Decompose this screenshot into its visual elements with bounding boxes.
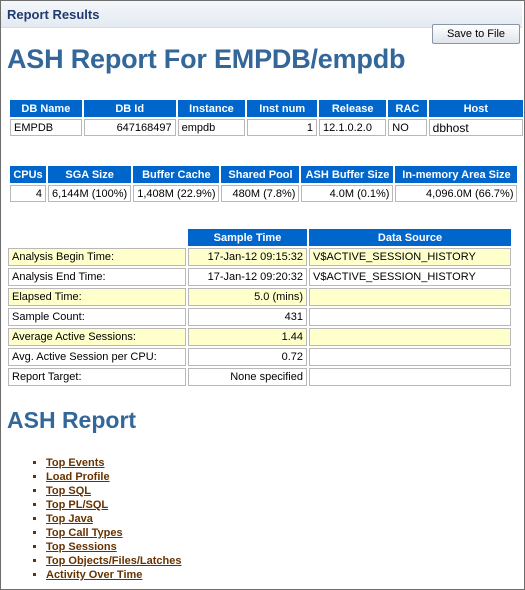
row-sample-time: 17-Jan-12 09:20:32 [188, 268, 307, 286]
section-title: ASH Report [7, 407, 137, 433]
row-sample-time: 17-Jan-12 09:15:32 [188, 248, 307, 266]
inst-num-value: 1 [247, 119, 317, 136]
list-item [46, 498, 182, 512]
window-title: Report Results [7, 7, 100, 22]
ash-buffer-size-value: 4.0M (0.1%) [301, 185, 393, 202]
memory-header-row [10, 166, 517, 183]
row-label: Sample Count: [8, 308, 186, 326]
memory-row [10, 185, 517, 202]
shared-pool-value: 480M (7.8%) [221, 185, 299, 202]
list-item [46, 526, 182, 540]
instance-value: empdb [178, 119, 246, 136]
table-row [8, 348, 511, 366]
sample-header-row [8, 229, 511, 246]
table-row [8, 288, 511, 306]
col-rac: RAC [388, 100, 426, 117]
col-ash-buffer-size: ASH Buffer Size [301, 166, 393, 183]
row-data-source: V$ACTIVE_SESSION_HISTORY [309, 248, 511, 266]
row-data-source [309, 308, 511, 326]
col-shared-pool: Shared Pool [221, 166, 299, 183]
link-top-events[interactable]: Top Events [46, 457, 105, 469]
list-item [46, 512, 182, 526]
table-row [8, 308, 511, 326]
row-sample-time: 0.72 [188, 348, 307, 366]
link-top-plsql[interactable]: Top PL/SQL [46, 499, 109, 511]
link-top-sessions[interactable]: Top Sessions [46, 541, 117, 553]
cpus-value: 4 [10, 185, 46, 202]
db-info-row [10, 119, 523, 136]
row-label: Elapsed Time: [8, 288, 186, 306]
col-buffer-cache: Buffer Cache [133, 166, 219, 183]
col-db-id: DB Id [84, 100, 176, 117]
row-label: Avg. Active Session per CPU: [8, 348, 186, 366]
link-load-profile[interactable]: Load Profile [46, 471, 110, 483]
link-top-call-types[interactable]: Top Call Types [46, 527, 123, 539]
col-release: Release [319, 100, 386, 117]
row-data-source [309, 348, 511, 366]
list-item [46, 540, 182, 554]
release-value: 12.1.0.2.0 [319, 119, 386, 136]
host-value: dbhost [429, 119, 523, 136]
table-row [8, 328, 511, 346]
row-label: Analysis Begin Time: [8, 248, 186, 266]
row-sample-time: 5.0 (mins) [188, 288, 307, 306]
col-db-name: DB Name [10, 100, 82, 117]
list-item [46, 484, 182, 498]
list-item [46, 568, 182, 582]
list-item [46, 470, 182, 484]
col-host: Host [429, 100, 523, 117]
memory-table [8, 164, 519, 204]
row-label: Average Active Sessions: [8, 328, 186, 346]
link-top-java[interactable]: Top Java [46, 513, 93, 525]
table-row [8, 248, 511, 266]
row-data-source [309, 328, 511, 346]
save-to-file-button[interactable]: Save to File [432, 24, 520, 44]
table-row [8, 268, 511, 286]
col-sga-size: SGA Size [48, 166, 131, 183]
db-info-header-row [10, 100, 523, 117]
db-info-table [8, 98, 525, 138]
sga-size-value: 6,144M (100%) [48, 185, 131, 202]
row-data-source [309, 368, 511, 386]
row-sample-time: None specified [188, 368, 307, 386]
col-inst-num: Inst num [247, 100, 317, 117]
row-sample-time: 1.44 [188, 328, 307, 346]
buffer-cache-value: 1,408M (22.9%) [133, 185, 219, 202]
list-item [46, 554, 182, 568]
link-activity-over-time[interactable]: Activity Over Time [46, 569, 143, 581]
sample-header-blank [8, 229, 186, 246]
link-top-sql[interactable]: Top SQL [46, 485, 92, 497]
table-row [8, 368, 511, 386]
rac-value: NO [388, 119, 426, 136]
report-links-list [28, 456, 182, 582]
row-label: Report Target: [8, 368, 186, 386]
col-instance: Instance [178, 100, 246, 117]
row-data-source: V$ACTIVE_SESSION_HISTORY [309, 268, 511, 286]
col-inmemory-area-size: In-memory Area Size [395, 166, 517, 183]
sample-time-table [6, 227, 513, 388]
row-label: Analysis End Time: [8, 268, 186, 286]
list-item [46, 456, 182, 470]
col-sample-time: Sample Time [188, 229, 307, 246]
col-cpus: CPUs [10, 166, 46, 183]
page-title: ASH Report For EMPDB/empdb [7, 44, 406, 74]
col-data-source: Data Source [309, 229, 511, 246]
db-id-value: 647168497 [84, 119, 176, 136]
link-top-objects-files-latches[interactable]: Top Objects/Files/Latches [46, 555, 182, 567]
db-name-value: EMPDB [10, 119, 82, 136]
inmemory-area-size-value: 4,096.0M (66.7%) [395, 185, 517, 202]
row-sample-time: 431 [188, 308, 307, 326]
row-data-source [309, 288, 511, 306]
